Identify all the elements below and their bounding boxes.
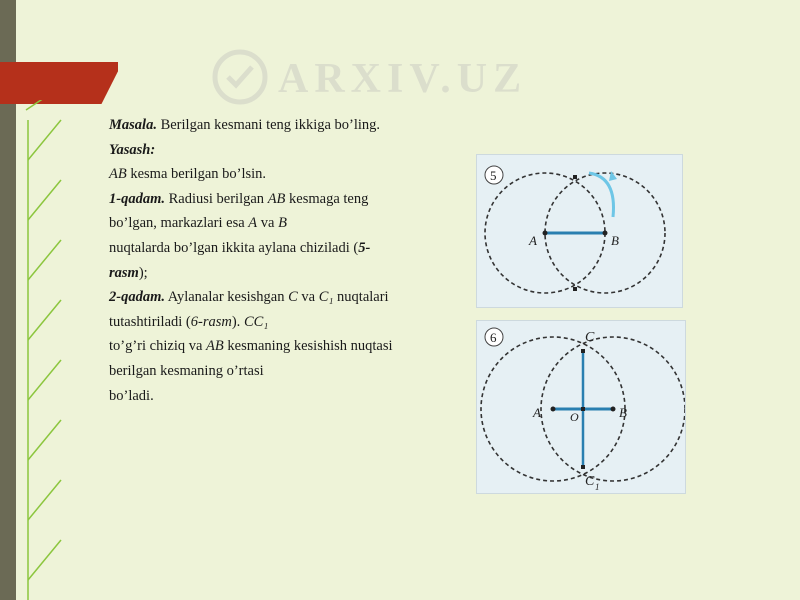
text-line (109, 138, 469, 163)
text-line (109, 113, 469, 138)
text-line (109, 162, 469, 187)
point-b (611, 407, 616, 412)
text-run: AB (267, 190, 286, 207)
text-run: tutashtiriladi ( (109, 313, 191, 330)
point-b (603, 231, 608, 236)
point-c1 (581, 465, 585, 469)
figure-number: 6 (490, 330, 497, 345)
watermark-text: ARXIV.UZ (278, 56, 528, 102)
label-b: B (611, 233, 619, 248)
green-decorative-lines (16, 100, 116, 600)
figure-number: 5 (490, 168, 497, 183)
text-run: berilgan kesmaning o’rtasi (109, 362, 264, 379)
text-run: AB (206, 338, 224, 355)
watermark (206, 42, 596, 112)
label-a: A (533, 405, 541, 420)
text-run: bo’lgan, markazlari esa (109, 215, 249, 232)
label-c1-sub: 1 (595, 482, 600, 492)
text-run: nuqtalarda bo’lgan ikkita aylana chiziladi ( (109, 239, 359, 256)
intersection-top (573, 175, 577, 179)
figure-5 (476, 154, 683, 308)
text-run: Aylanalar kesishgan (164, 289, 289, 306)
point-o (581, 407, 585, 411)
text-line (109, 310, 469, 335)
label-c1: C (585, 474, 595, 489)
figure-6 (476, 320, 686, 494)
text-run: bo’ladi. (109, 387, 154, 404)
label-a: A (529, 233, 537, 248)
text-run: ); (138, 264, 148, 281)
text-run: Radiusi berilgan (164, 190, 268, 207)
text-run: va (257, 215, 279, 232)
text-line (109, 384, 469, 409)
text-run: kesmaning kesishish nuqtasi (223, 338, 393, 355)
text-run: 1-qadam. (109, 190, 165, 207)
text-run: va (297, 289, 319, 306)
problem-text (109, 113, 469, 408)
text-run: nuqtalari (333, 289, 389, 306)
intersection-bottom (573, 287, 577, 291)
text-line (109, 211, 469, 236)
text-line (109, 285, 469, 310)
point-a (543, 231, 548, 236)
text-line (109, 334, 469, 359)
point-c (581, 349, 585, 353)
text-run: CC₁ (243, 313, 269, 330)
text-run: 6-rasm (190, 313, 232, 330)
text-run: Masala. (109, 117, 157, 133)
title-accent-tab (0, 62, 118, 104)
label-o: O (570, 410, 579, 424)
text-run: to’g’ri chiziq va (109, 338, 207, 355)
label-b: B (619, 405, 627, 420)
point-a (551, 407, 556, 412)
text-run: AB (109, 166, 127, 183)
text-run: 2-qadam. (109, 289, 165, 306)
label-c: C (585, 330, 595, 345)
text-run: kesma berilgan bo’lsin. (126, 166, 267, 183)
text-line (109, 187, 469, 212)
text-run: ). (231, 313, 244, 330)
text-run: C₁ (318, 289, 334, 306)
text-run: A (248, 215, 258, 232)
text-run: B (278, 215, 287, 232)
text-line (109, 359, 469, 384)
text-run: Yasash: (109, 141, 156, 158)
text-run: Berilgan kesmani teng ikkiga bo’ling. (156, 117, 381, 133)
text-run: kesmaga teng (285, 190, 369, 207)
text-run: rasm (109, 264, 139, 281)
text-run: 5- (358, 239, 371, 256)
text-line (109, 236, 469, 261)
text-run: C (288, 289, 298, 306)
text-line (109, 261, 469, 286)
